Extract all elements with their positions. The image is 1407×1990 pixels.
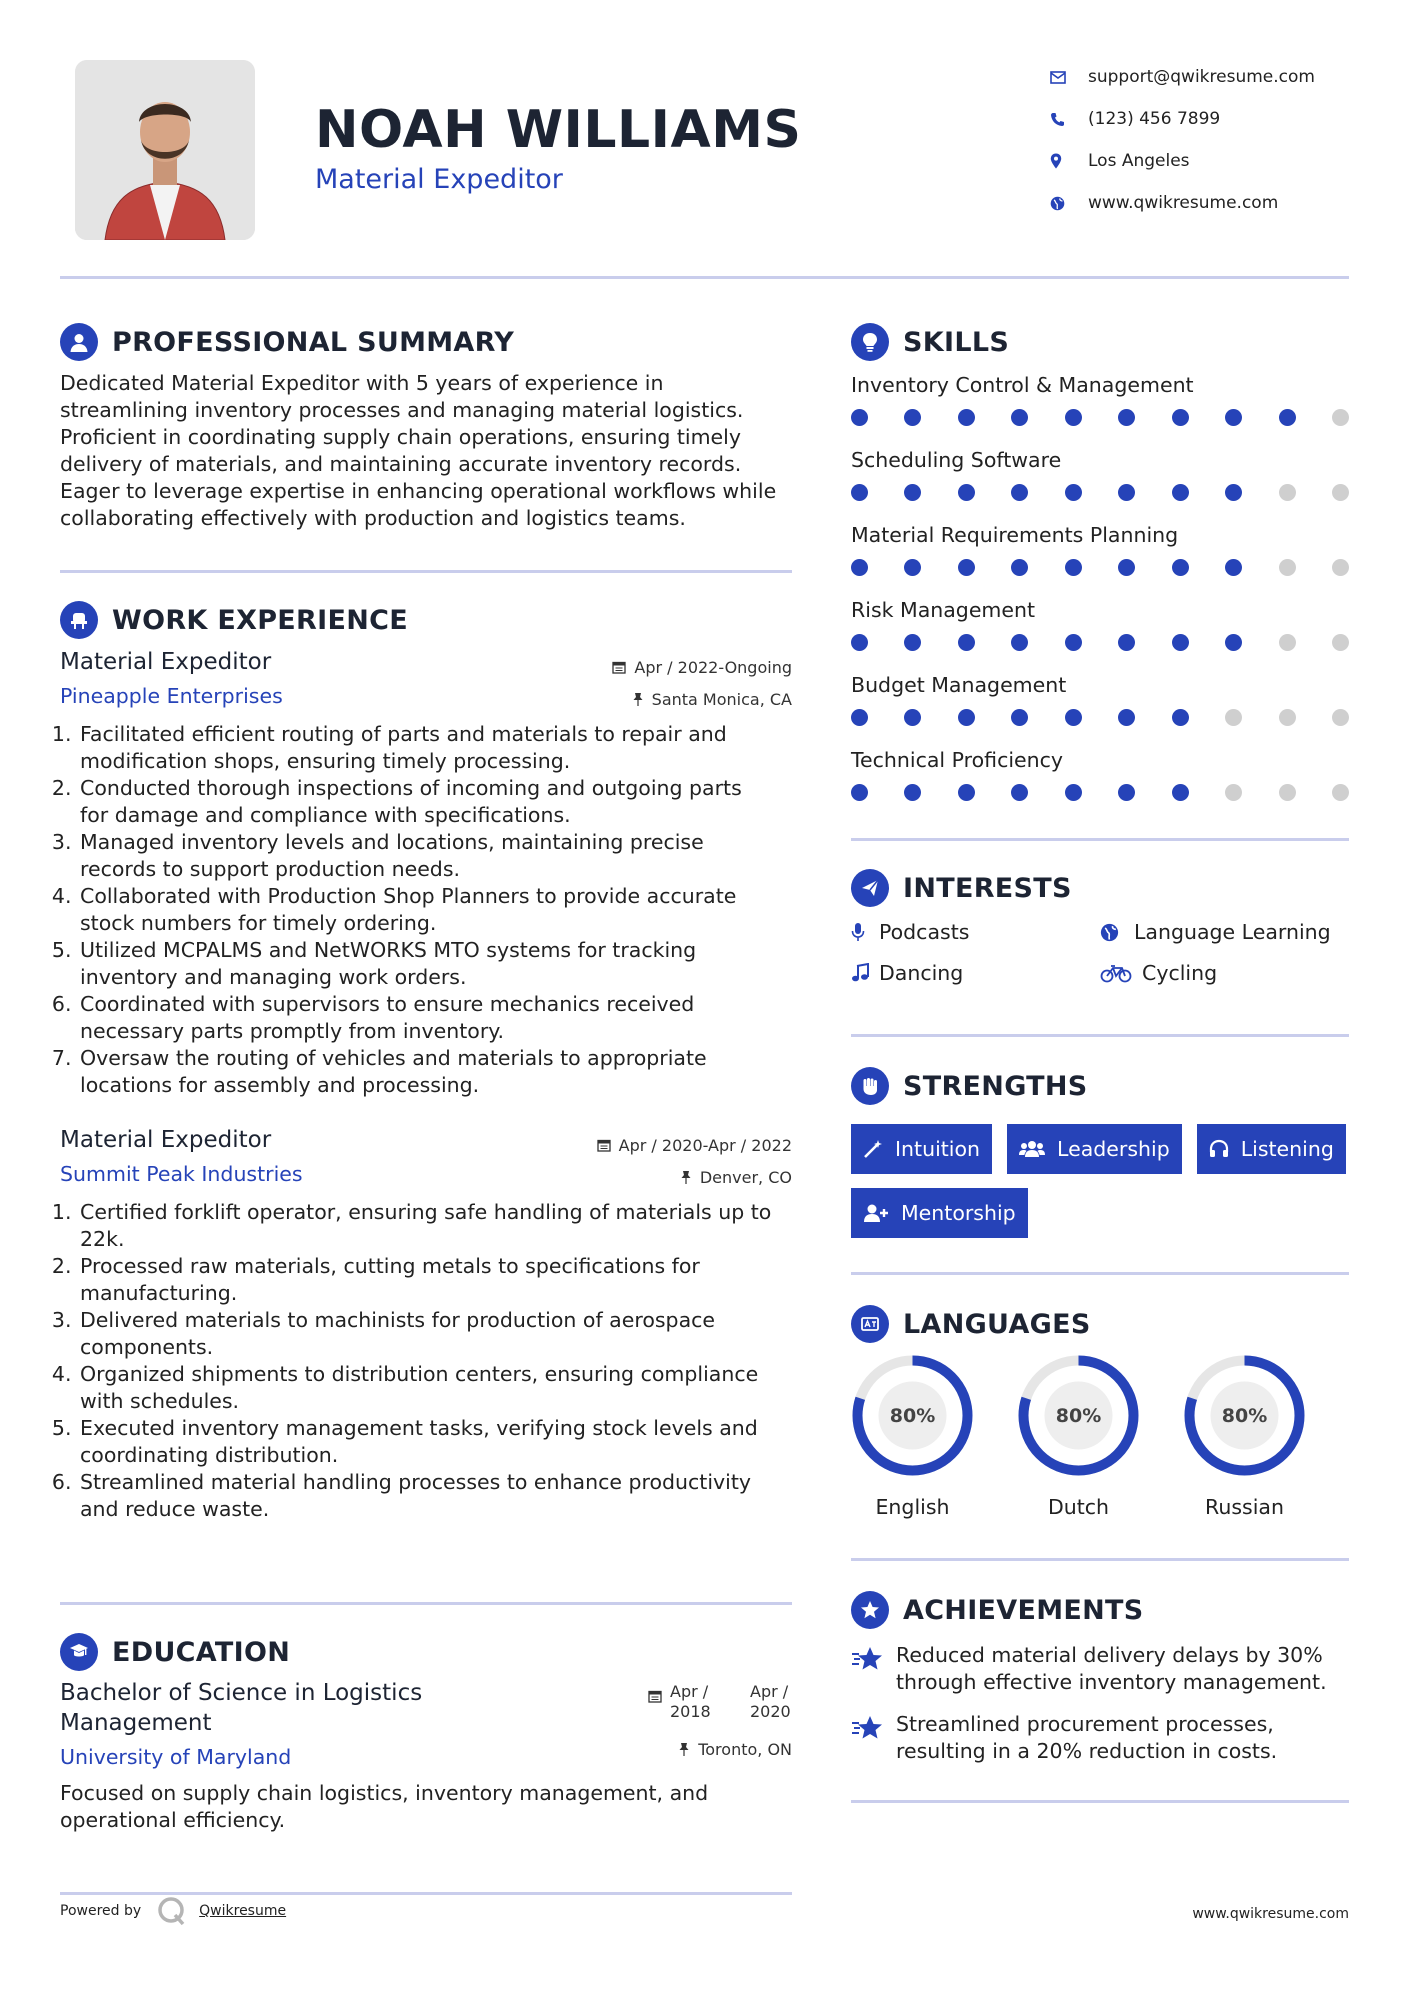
person-photo-icon: [75, 60, 255, 240]
candidate-name: NOAH WILLIAMS: [315, 100, 802, 160]
star-icon: [851, 1642, 896, 1676]
envelope-icon: [1050, 71, 1088, 84]
education-section: [60, 1632, 792, 1834]
job-company: Summit Peak Industries: [60, 1162, 303, 1186]
rating-dot-filled: [851, 709, 868, 726]
rating-dot-filled: [851, 634, 868, 651]
phone-icon: [1050, 112, 1088, 127]
education-heading: EDUCATION: [112, 1636, 291, 1668]
education-location: [648, 1738, 792, 1760]
contact-website-text: www.qwikresume.com: [1088, 193, 1279, 213]
section-heading: [851, 1066, 1349, 1106]
footer-powered-by: [60, 1896, 286, 1926]
rating-dot-filled: [1011, 409, 1028, 426]
education-location-text: Toronto, ON: [698, 1739, 792, 1759]
rating-dot-filled: [1118, 634, 1135, 651]
rating-dot-filled: [1225, 559, 1242, 576]
language-item: [851, 1354, 974, 1519]
job-entry: [60, 1124, 792, 1523]
calendar-icon: [648, 1682, 662, 1703]
degree-title: [60, 1678, 422, 1738]
user-plus-icon: [863, 1203, 889, 1223]
skill-name: Material Requirements Planning: [851, 523, 1179, 547]
list-item: 1. Facilitated efficient routing of parts and materials to repair and modification shops, ensuring timely processing.: [78, 721, 792, 775]
qwikresume-logo-icon: [157, 1896, 187, 1926]
list-item: 2. Processed raw materials, cutting metals to specifications for manufacturing.: [78, 1253, 792, 1307]
language-item: [1183, 1354, 1306, 1519]
job-header: [60, 1124, 792, 1193]
star-icon: [851, 1711, 896, 1745]
rating-dot-filled: [904, 634, 921, 651]
achievement-item: [851, 1642, 1349, 1696]
job-dates: [612, 651, 792, 683]
rating-dot-filled: [1011, 784, 1028, 801]
rating-dot-filled: [1065, 559, 1082, 576]
strength-tag: [1197, 1124, 1346, 1174]
skill-rating: [851, 784, 1349, 801]
interest-item: [851, 920, 1100, 944]
skill-name: Risk Management: [851, 598, 1036, 622]
summary-line: Proficient in coordinating supply chain operations, ensuring timely: [60, 425, 741, 449]
rating-dot-filled: [1011, 709, 1028, 726]
rating-dot-empty: [1332, 784, 1349, 801]
language-name: Dutch: [1047, 1495, 1110, 1519]
strength-label: Mentorship: [901, 1201, 1016, 1225]
skills-list: [851, 372, 1349, 801]
achievement-text: Reduced material delivery delays by 30% through effective inventory management.: [896, 1643, 1327, 1694]
bicycle-icon: [1100, 964, 1142, 983]
skill-name: Budget Management: [851, 673, 1067, 697]
education-dates: [648, 1682, 792, 1722]
calendar-icon: [597, 1138, 611, 1152]
list-item: 5. Executed inventory management tasks, verifying stock levels and coordinating distribution.: [78, 1415, 792, 1469]
lightbulb-icon: [851, 323, 889, 361]
job-dates: [597, 1129, 792, 1161]
rating-dot-filled: [904, 559, 921, 576]
rating-dot-empty: [1332, 634, 1349, 651]
achievement-item: [851, 1711, 1349, 1765]
rating-dot-filled: [958, 559, 975, 576]
rating-dot-filled: [1172, 784, 1189, 801]
languages-heading: LANGUAGES: [903, 1308, 1091, 1340]
list-item: 7. Oversaw the routing of vehicles and materials to appropriate locations for assembly and processing.: [78, 1045, 792, 1099]
rating-dot-filled: [904, 484, 921, 501]
rating-dot-filled: [851, 484, 868, 501]
headphones-icon: [1209, 1139, 1229, 1159]
pushpin-icon: [678, 1742, 690, 1756]
rating-dot-empty: [1332, 559, 1349, 576]
job-dates-text: Apr / 2022-Ongoing: [634, 657, 792, 677]
summary-line: streamlining inventory processes and managing material logistics.: [60, 398, 744, 422]
date-start: Apr /: [670, 1682, 709, 1701]
languages-list: [851, 1354, 1306, 1519]
rating-dot-filled: [1279, 409, 1296, 426]
rating-dot-filled: [958, 784, 975, 801]
interest-label: Cycling: [1142, 961, 1218, 985]
rating-dot-filled: [851, 409, 868, 426]
rating-dot-empty: [1279, 634, 1296, 651]
section-heading: [60, 1632, 792, 1672]
list-item: 4. Organized shipments to distribution centers, ensuring compliance with schedules.: [78, 1361, 792, 1415]
rating-dot-filled: [958, 484, 975, 501]
rating-dot-filled: [1118, 709, 1135, 726]
language-progress-ring: [1017, 1354, 1140, 1477]
qwikresume-link[interactable]: Qwikresume: [199, 1903, 287, 1919]
rating-dot-filled: [904, 709, 921, 726]
rating-dot-empty: [1225, 709, 1242, 726]
rating-dot-filled: [1065, 709, 1082, 726]
microphone-icon: [851, 922, 879, 942]
strength-label: Listening: [1240, 1137, 1334, 1161]
rating-dot-empty: [1332, 709, 1349, 726]
list-item: 5. Utilized MCPALMS and NetWORKS MTO systems for tracking inventory and managing work orders.: [78, 937, 792, 991]
language-item: [1017, 1354, 1140, 1519]
language-percent: 80%: [1055, 1405, 1102, 1427]
raised-fist-icon: [851, 1067, 889, 1105]
rating-dot-filled: [1118, 784, 1135, 801]
skill-rating: [851, 709, 1349, 726]
rating-dot-filled: [1225, 634, 1242, 651]
section-divider: [60, 570, 792, 573]
skill-rating: [851, 409, 1349, 426]
rating-dot-empty: [1279, 709, 1296, 726]
section-divider: [851, 838, 1349, 841]
magic-wand-icon: [863, 1139, 883, 1159]
education-desc-line: operational efficiency.: [60, 1808, 286, 1832]
skill-name: Technical Proficiency: [851, 748, 1064, 772]
rating-dot-filled: [1118, 559, 1135, 576]
rating-dot-filled: [851, 784, 868, 801]
achievements-heading: ACHIEVEMENTS: [903, 1594, 1144, 1626]
skill-rating: [851, 634, 1349, 651]
interest-item: [851, 961, 1100, 985]
strength-tag: [851, 1188, 1028, 1238]
education-description: [60, 1780, 792, 1834]
map-pin-icon: [1050, 153, 1088, 169]
footer-divider: [60, 1892, 792, 1895]
job-location: [612, 683, 792, 715]
section-heading: [851, 868, 1349, 908]
section-divider: [851, 1034, 1349, 1037]
job-header: [60, 646, 792, 715]
rating-dot-filled: [1172, 409, 1189, 426]
achievements-section: [851, 1590, 1349, 1780]
skill-rating: [851, 484, 1349, 501]
powered-by-label: Powered by: [60, 1903, 142, 1919]
list-item: 3. Delivered materials to machinists for production of aerospace components.: [78, 1307, 792, 1361]
globe-icon: [1050, 196, 1088, 211]
contact-phone[interactable]: [1050, 98, 1315, 140]
language-name: English: [875, 1495, 950, 1519]
rating-dot-filled: [958, 634, 975, 651]
degree-line: Bachelor of Science in Logistics: [60, 1680, 423, 1706]
rating-dot-empty: [1279, 784, 1296, 801]
interest-label: Dancing: [879, 961, 964, 985]
strength-label: Intuition: [895, 1137, 981, 1161]
school-name: University of Maryland: [60, 1745, 292, 1769]
star-badge-icon: [851, 1591, 889, 1629]
contact-email-text: support@qwikresume.com: [1088, 67, 1315, 87]
rating-dot-filled: [1118, 409, 1135, 426]
experience-heading: WORK EXPERIENCE: [112, 604, 408, 636]
paper-plane-icon: [851, 869, 889, 907]
section-heading: [60, 322, 792, 362]
list-item: 2. Conducted thorough inspections of incoming and outgoing parts for damage and compliance with specifications.: [78, 775, 792, 829]
rating-dot-filled: [1011, 484, 1028, 501]
summary-line: delivery of materials, and maintaining accurate inventory records.: [60, 452, 742, 476]
user-icon: [60, 323, 98, 361]
interest-item: [1100, 961, 1349, 985]
section-divider: [851, 1272, 1349, 1275]
job-company: Pineapple Enterprises: [60, 684, 283, 708]
list-item: 4. Collaborated with Production Shop Planners to provide accurate stock numbers for timely ordering.: [78, 883, 792, 937]
strengths-section: [851, 1066, 1349, 1238]
pushpin-icon: [632, 692, 644, 706]
languages-section: [851, 1304, 1349, 1519]
summary-line: Dedicated Material Expeditor with 5 years of experience in: [60, 371, 664, 395]
list-item: 3. Managed inventory levels and locations, maintaining precise records to support production needs.: [78, 829, 792, 883]
rating-dot-filled: [1118, 484, 1135, 501]
rating-dot-filled: [1065, 484, 1082, 501]
job-title: Material Expeditor: [60, 649, 272, 675]
strength-tag: [851, 1124, 992, 1174]
briefcase-icon: [60, 601, 98, 639]
date-start-year: 2018: [670, 1702, 711, 1721]
strength-tags: [851, 1124, 1349, 1238]
interests-section: [851, 868, 1349, 985]
rating-dot-filled: [1172, 709, 1189, 726]
strength-tag: [1007, 1124, 1182, 1174]
rating-dot-filled: [904, 409, 921, 426]
rating-dot-empty: [1225, 784, 1242, 801]
rating-dot-filled: [1065, 409, 1082, 426]
section-heading: [851, 1590, 1349, 1630]
pushpin-icon: [680, 1170, 692, 1184]
skill-rating: [851, 559, 1349, 576]
achievement-text: Streamlined procurement processes, resulting in a 20% reduction in costs.: [896, 1712, 1278, 1763]
rating-dot-filled: [1172, 484, 1189, 501]
summary-section: [60, 322, 792, 532]
music-note-icon: [851, 963, 879, 983]
section-divider: [851, 1800, 1349, 1803]
job-dates-text: Apr / 2020-Apr / 2022: [618, 1135, 792, 1155]
list-item: 6. Streamlined material handling processes to enhance productivity and reduce waste.: [78, 1469, 792, 1523]
section-heading: [851, 1304, 1349, 1344]
language-percent: 80%: [1221, 1405, 1268, 1427]
language-progress-ring: [1183, 1354, 1306, 1477]
rating-dot-filled: [1065, 784, 1082, 801]
language-progress-ring: [851, 1354, 974, 1477]
skill-name: Scheduling Software: [851, 448, 1062, 472]
rating-dot-filled: [1172, 634, 1189, 651]
rating-dot-empty: [1279, 484, 1296, 501]
summary-heading: PROFESSIONAL SUMMARY: [112, 326, 515, 358]
education-desc-line: Focused on supply chain logistics, inventory management, and: [60, 1781, 709, 1805]
rating-dot-filled: [958, 709, 975, 726]
rating-dot-empty: [1279, 559, 1296, 576]
skills-heading: SKILLS: [903, 326, 1010, 358]
rating-dot-filled: [1172, 559, 1189, 576]
rating-dot-filled: [958, 409, 975, 426]
rating-dot-filled: [1011, 559, 1028, 576]
rating-dot-empty: [1332, 409, 1349, 426]
job-location: [597, 1161, 792, 1193]
rating-dot-filled: [1011, 634, 1028, 651]
users-icon: [1019, 1139, 1045, 1159]
section-divider: [60, 1602, 792, 1605]
summary-line: Eager to leverage expertise in enhancing operational workflows while: [60, 479, 777, 503]
job-entry: [60, 646, 792, 1099]
contact-phone-text: (123) 456 7899: [1088, 109, 1221, 129]
language-percent: 80%: [889, 1405, 936, 1427]
list-item: 6. Coordinated with supervisors to ensure mechanics received necessary parts promptly from inventory.: [78, 991, 792, 1045]
summary-text: [60, 370, 792, 532]
skill-name: Inventory Control & Management: [851, 373, 1194, 397]
language-icon: [851, 1305, 889, 1343]
section-heading: [60, 600, 792, 640]
contact-location-text: Los Angeles: [1088, 151, 1190, 171]
job-location-text: Denver, CO: [699, 1167, 792, 1187]
rating-dot-filled: [1225, 409, 1242, 426]
achievements-list: [851, 1642, 1349, 1765]
interest-label: Podcasts: [879, 920, 970, 944]
rating-dot-empty: [1332, 484, 1349, 501]
graduation-cap-icon: [60, 1633, 98, 1671]
summary-line: collaborating effectively with production and logistics teams.: [60, 506, 686, 530]
interest-label: Language Learning: [1134, 920, 1331, 944]
interests-list: [851, 920, 1349, 985]
list-item: 1. Certified forklift operator, ensuring safe handling of materials up to 22k.: [78, 1199, 792, 1253]
language-name: Russian: [1205, 1495, 1284, 1519]
globe-icon: [1100, 923, 1134, 942]
profile-photo: [75, 60, 255, 240]
education-header: [60, 1678, 792, 1776]
candidate-title: Material Expeditor: [315, 164, 563, 195]
strengths-heading: STRENGTHS: [903, 1070, 1088, 1102]
date-end-year: 2020: [750, 1702, 791, 1721]
interest-item: [1100, 920, 1349, 944]
section-heading: [851, 322, 1349, 362]
header-divider: [60, 276, 1349, 279]
job-location-text: Santa Monica, CA: [651, 689, 792, 709]
rating-dot-filled: [904, 784, 921, 801]
contact-list: [1050, 56, 1315, 224]
contact-email[interactable]: [1050, 56, 1315, 98]
contact-location: [1050, 140, 1315, 182]
footer-website[interactable]: www.qwikresume.com: [1192, 1906, 1349, 1922]
degree-line: Management: [60, 1710, 212, 1736]
rating-dot-filled: [851, 559, 868, 576]
job-duties-list: [60, 721, 792, 1099]
date-end: Apr /: [750, 1682, 789, 1701]
contact-website[interactable]: [1050, 182, 1315, 224]
job-title: Material Expeditor: [60, 1127, 272, 1153]
interests-heading: INTERESTS: [903, 872, 1072, 904]
rating-dot-filled: [1065, 634, 1082, 651]
section-divider: [851, 1558, 1349, 1561]
skills-section: [851, 322, 1349, 822]
calendar-icon: [612, 660, 626, 674]
strength-label: Leadership: [1057, 1137, 1170, 1161]
experience-section: [60, 600, 792, 1523]
job-duties-list: [60, 1199, 792, 1523]
rating-dot-filled: [1225, 484, 1242, 501]
